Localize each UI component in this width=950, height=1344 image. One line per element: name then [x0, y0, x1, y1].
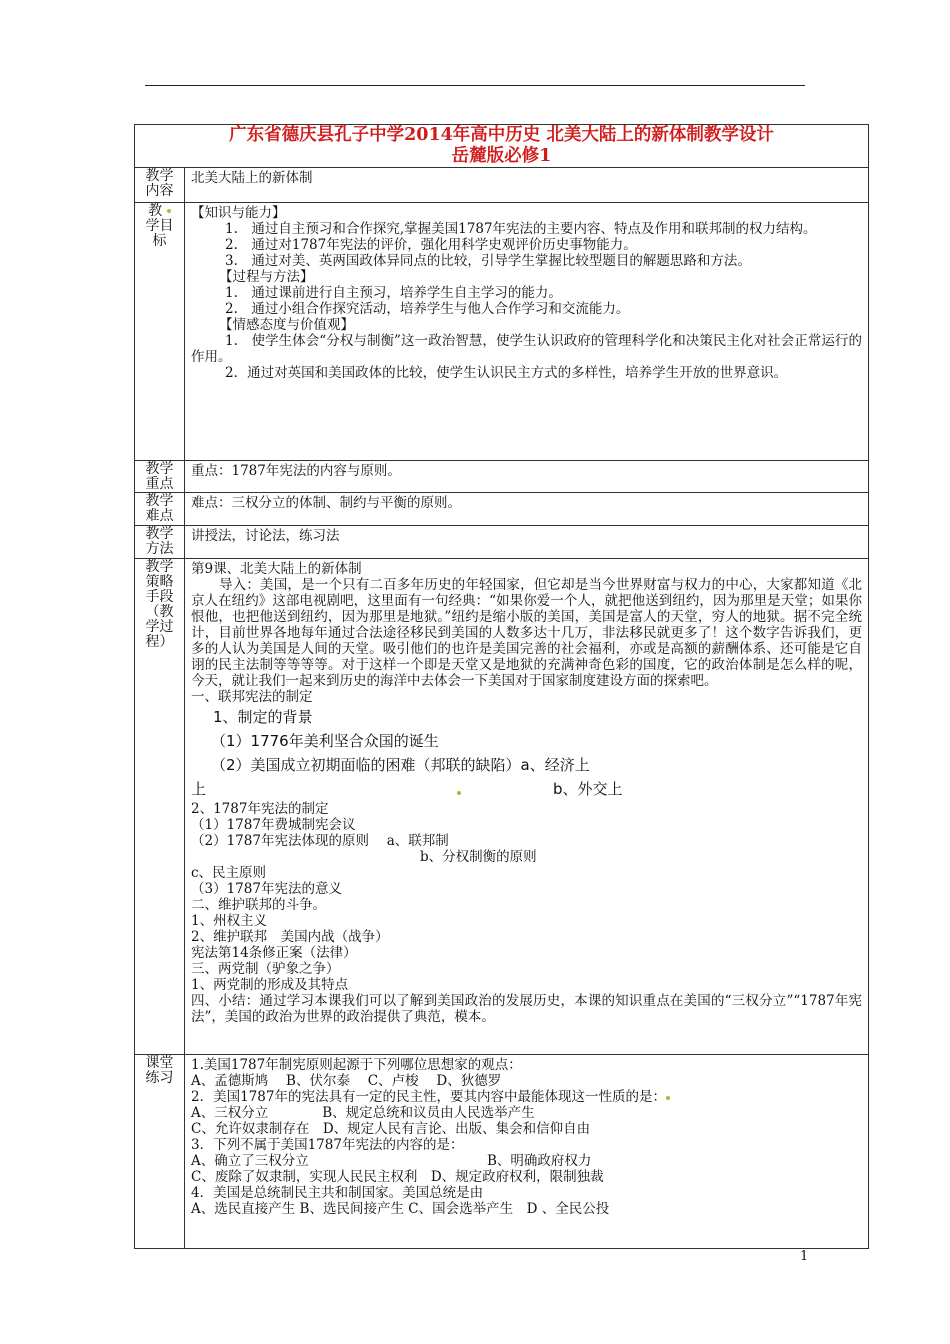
question-options: C、废除了奴隶制，实现人民民主权利 D、规定政府权利，限制独裁	[191, 1169, 604, 1185]
teaching-process-text	[185, 559, 869, 1055]
outline-item: （1）1787年费城制宪会议	[191, 817, 356, 833]
label-difficult-points: 教学 难点	[135, 493, 185, 526]
row-teaching-goals	[135, 203, 869, 461]
goal-item: 1. 通过课前进行自主预习，培养学生自主学习的能力。	[225, 285, 562, 301]
difficult-points-text: 难点：三权分立的体制、制约与平衡的原则。	[185, 493, 869, 526]
goal-heading-knowledge: 【知识与能力】	[191, 205, 286, 221]
label-teaching-methods: 教学 方法	[135, 526, 185, 559]
marker-dot	[457, 791, 461, 795]
question-options: A、确立了三权分立 B、明确政府权力	[191, 1153, 592, 1169]
page-number: 1	[800, 1249, 809, 1264]
question-options: A、孟德斯鸠 B、伏尔泰 C、卢梭 D、狄德罗	[191, 1073, 502, 1089]
title-row	[135, 125, 869, 168]
goal-heading-process: 【过程与方法】	[219, 269, 314, 285]
question: 1.美国1787年制宪原则起源于下列哪位思想家的观点：	[191, 1057, 522, 1073]
row-teaching-process	[135, 559, 869, 1055]
teaching-methods-text: 讲授法，讨论法，练习法	[185, 526, 869, 559]
goal-item: 2. 通过小组合作探究活动，培养学生与他人合作学习和交流能力。	[225, 301, 630, 317]
outline-item: b、分权制衡的原则	[420, 849, 537, 865]
subsection-heading: 2、1787年宪法的制定	[191, 801, 329, 817]
row-teaching-content	[135, 168, 869, 203]
intro-paragraph: 导入：美国，是一个只有二百多年历史的年轻国家，但它却是当今世界财富与权力的中心，大家都知道《北京人在纽约》这部电视剧吧，这里面有一句经典：“如果你爱一个人，就把他送到纽约，因为那里是天堂；如果你恨他，也把他送到纽约，因为那里是地狱。”纽约是缩小版的美国，美国是富人的天堂，穷人的地狱。据不完全统计，目前世界各地每年通过合法途径移民到美国的人数多达十几万，非法移民就更多了！这个数字告诉我们，更多的人认为美国是人间的天堂。吸引他们的也许是美国完善的社会福利，亦或是高额的薪酬体系、还可能是它自诩的民主法制等等等等。对于这样一个即是天堂又是地狱的充满神奇色彩的国度，它的政治体制是怎么样的呢，今天，就让我们一起来到历史的海洋中去体会一下美国对于国家制度建设方面的探索吧。	[191, 577, 862, 689]
question: 2．美国1787年的宪法具有一定的民主性，要其内容中最能体现这一性质的是：	[191, 1089, 862, 1105]
section-heading: 三、两党制（驴象之争）	[191, 961, 340, 977]
goal-item: 3. 通过对美、英两国政体异同点的比较，引导学生掌握比较型题目的解题思路和方法。	[225, 253, 751, 269]
label-teaching-process: 教学 策略 手段 （教 学过 程）	[135, 559, 185, 1055]
summary-paragraph: 四、小结：通过学习本课我们可以了解到美国政治的发展历史，本课的知识重点在美国的“三权分立”“1787年宪法”，美国的政治为世界的政治提供了典范，模本。	[191, 993, 862, 1025]
outline-item: 1、两党制的形成及其特点	[191, 977, 349, 993]
document-title: 广东省德庆县孔子中学2014年高中历史 北美大陆上的新体制教学设计 岳麓版必修1	[135, 125, 869, 168]
row-key-points	[135, 461, 869, 493]
goal-item: 2．通过对英国和美国政体的比较，使学生认识民主方式的多样性，培养学生开放的世界意识。	[225, 365, 788, 381]
section-heading: 一、联邦宪法的制定	[191, 689, 313, 705]
outline-item: （2）美国成立初期面临的困难（邦联的缺陷）a、经济上	[211, 756, 590, 774]
class-exercises-text	[185, 1055, 869, 1249]
goal-heading-attitude: 【情感态度与价值观】	[219, 317, 354, 333]
question-options: A、三权分立 B、规定总统和议员由人民选举产生	[191, 1105, 535, 1121]
question: 3．下列不属于美国1787年宪法的内容的是：	[191, 1137, 464, 1153]
outline-item: c、民主原则	[191, 865, 267, 881]
goal-item: 2. 通过对1787年宪法的评价，强化用科学史观评价历史事物能力。	[225, 237, 637, 253]
outline-item: 1、州权主义	[191, 913, 268, 929]
teaching-content-text: 北美大陆上的新体制	[185, 168, 869, 203]
teaching-goals-text	[185, 203, 869, 461]
outline-item: 上 b、外交上	[191, 780, 623, 798]
question-options: C、允许奴隶制存在 D、规定人民有言论、出版、集会和信仰自由	[191, 1121, 591, 1137]
label-class-exercises: 课堂 练习	[135, 1055, 185, 1249]
question-options: A、选民直接产生 B、选民间接产生 C、国会选举产生 D 、全民公投	[191, 1201, 610, 1217]
goal-item: 1. 使学生体会“分权与制衡”这一政治智慧，使学生认识政府的管理科学化和决策民主化对社会正常运行的作用。	[191, 333, 862, 365]
row-difficult-points	[135, 493, 869, 526]
key-points-text: 重点：1787年宪法的内容与原则。	[185, 461, 869, 493]
label-teaching-content: 教学 内容	[135, 168, 185, 203]
section-heading: 二、维护联邦的斗争。	[191, 897, 326, 913]
goal-item: 1. 通过自主预习和合作探究,掌握美国1787年宪法的主要内容、特点及作用和联邦制的权力结构。	[225, 221, 817, 237]
outline-item: （2）1787年宪法体现的原则 a、联邦制	[191, 833, 449, 849]
header-rule	[145, 85, 805, 86]
lesson-plan-table	[134, 124, 869, 1249]
row-teaching-methods	[135, 526, 869, 559]
outline-item: 宪法第14条修正案（法律）	[191, 945, 357, 961]
marker-dot	[666, 1096, 670, 1100]
label-key-points: 教学 重点	[135, 461, 185, 493]
marker-dot	[167, 209, 171, 213]
question: 4．美国是总统制民主共和制国家。美国总统是由	[191, 1185, 484, 1201]
outline-item: （3）1787年宪法的意义	[191, 881, 342, 897]
outline-item: （1）1776年美利坚合众国的诞生	[211, 732, 439, 750]
outline-item: 2、维护联邦 美国内战（战争）	[191, 929, 389, 945]
label-teaching-goals: 教 学目 标	[135, 203, 185, 461]
lesson-title: 第9课、北美大陆上的新体制	[191, 561, 362, 577]
row-class-exercises	[135, 1055, 869, 1249]
subsection-heading: 1、制定的背景	[213, 708, 313, 726]
